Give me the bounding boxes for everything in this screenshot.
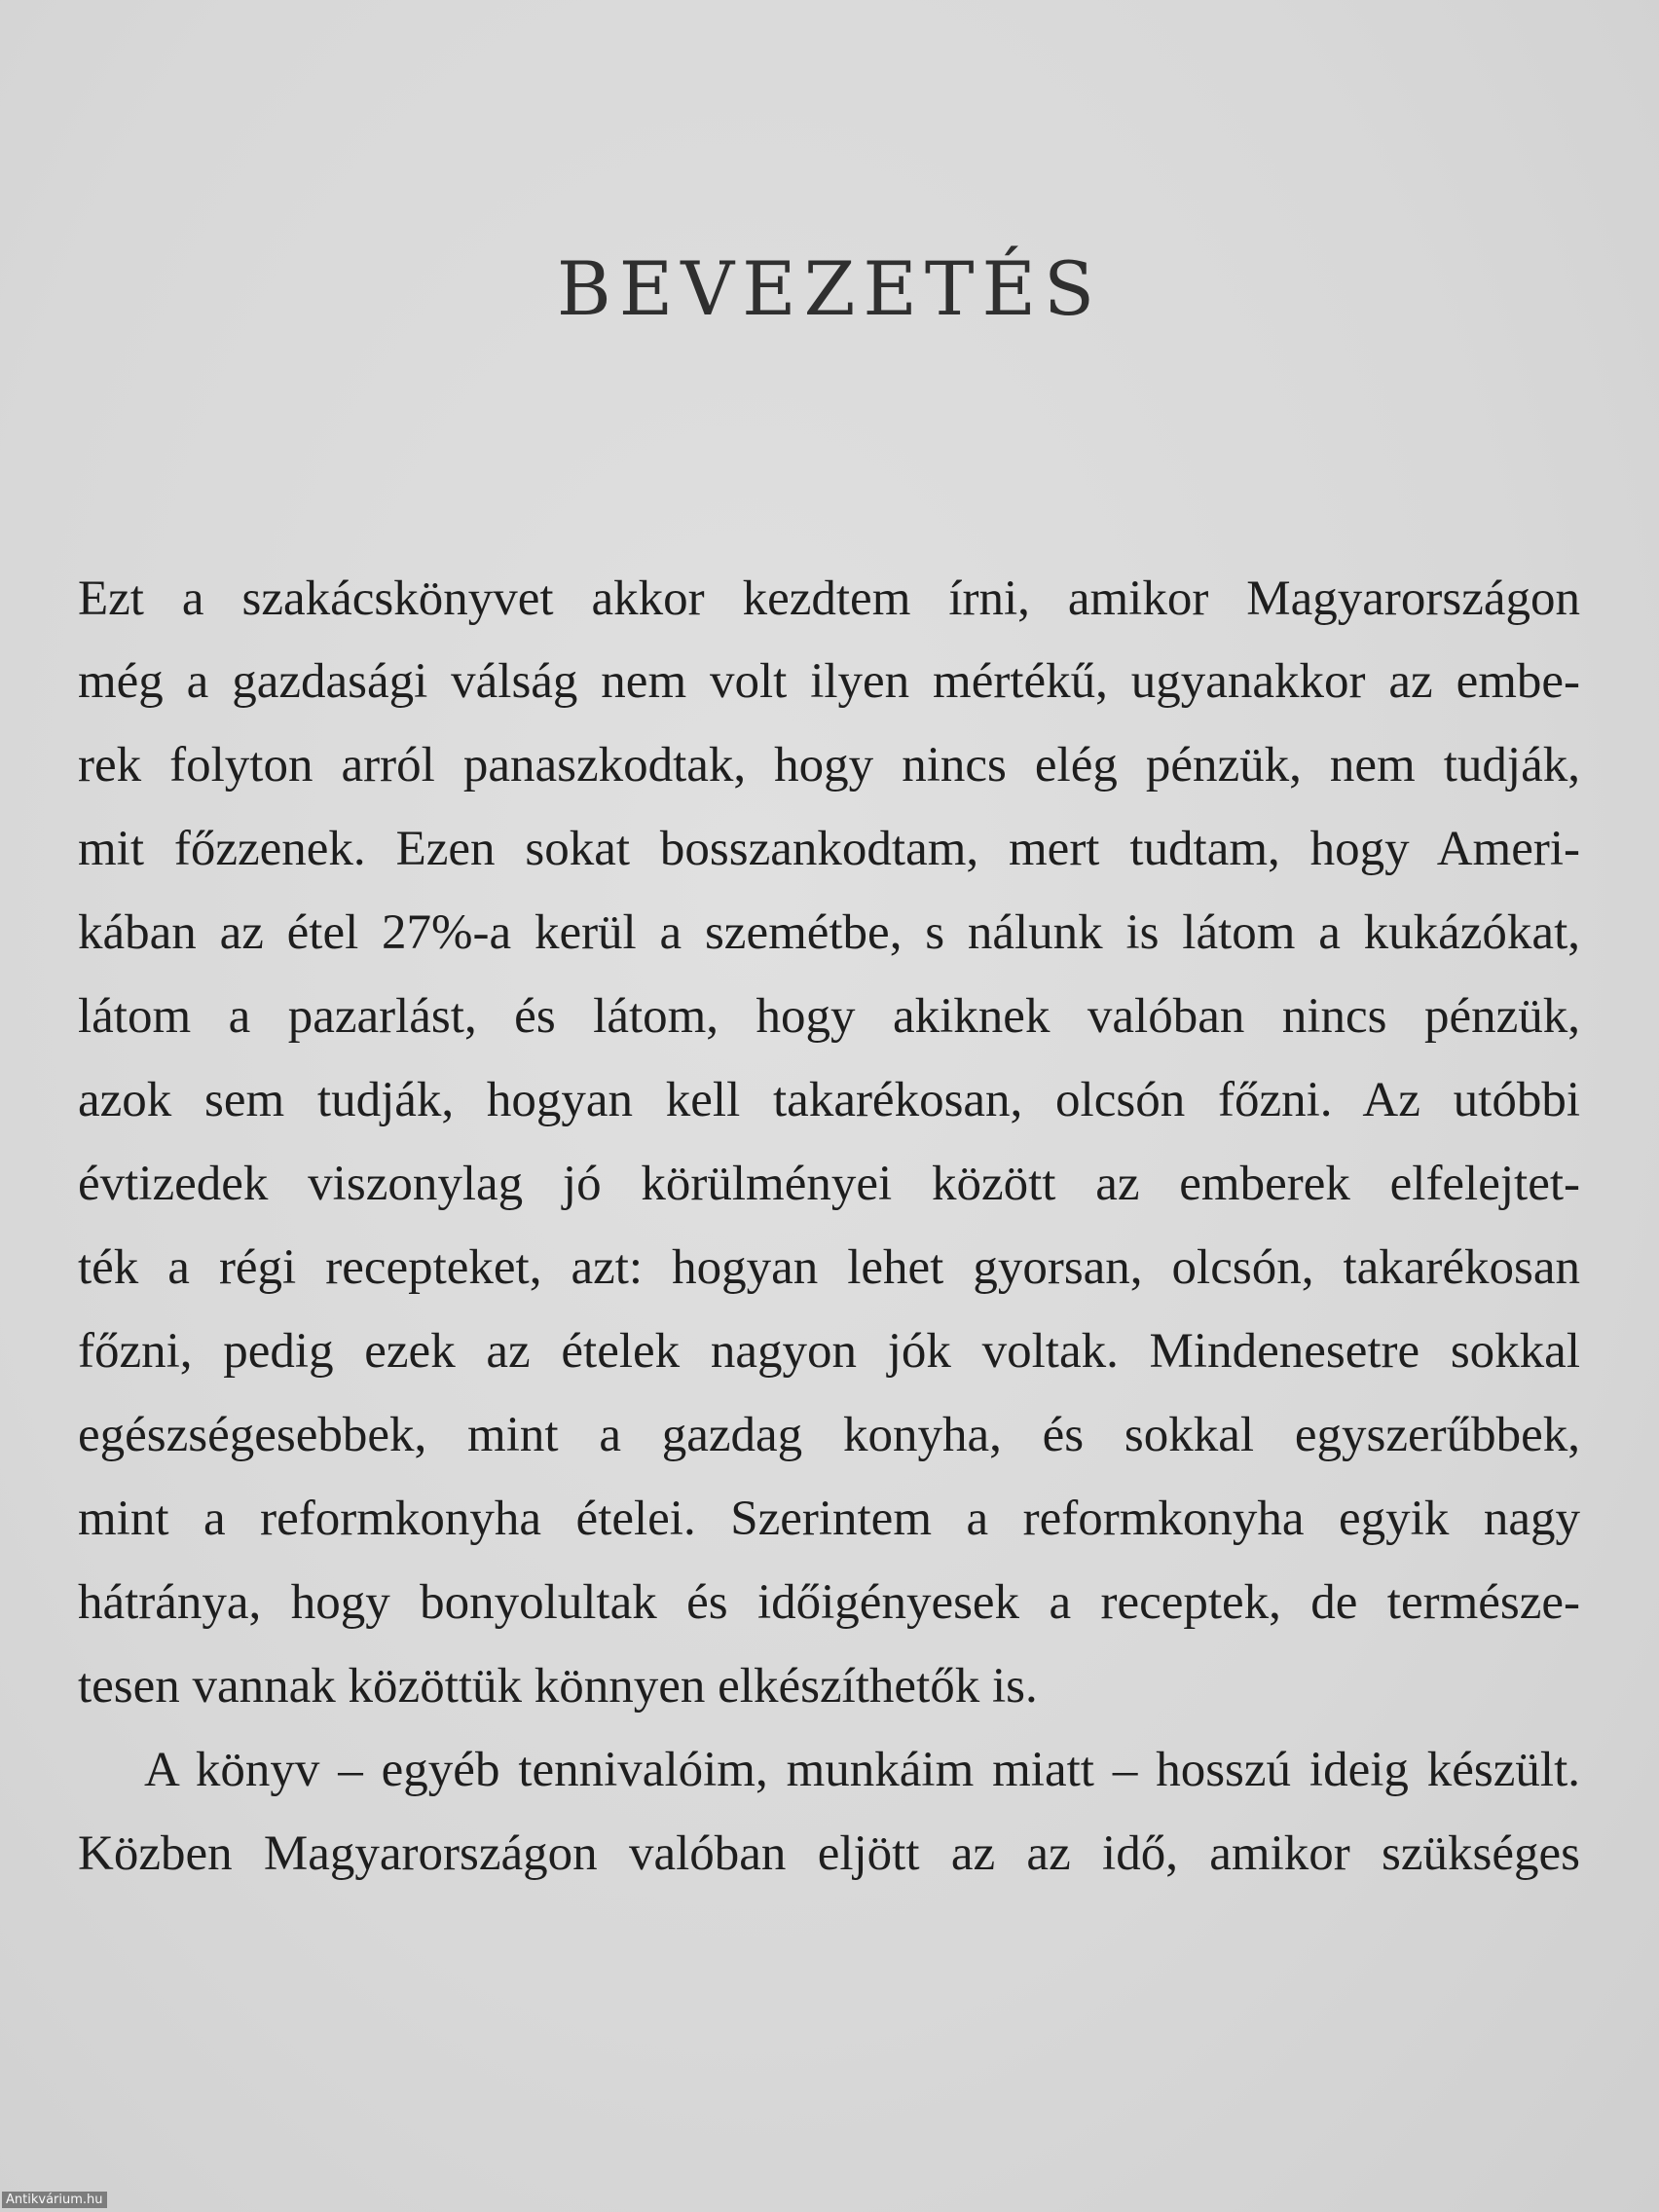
text-line: Ezt a szakácskönyvet akkor kezdtem írni, amikor Magyarországon [78,571,1580,626]
text-line: mit főzzenek. Ezen sokat bosszankodtam, mert tudtam, hogy Ameri- [78,822,1580,876]
text-line: mint a reformkonyha ételei. Szerintem a reformkonyha egyik nagy [78,1492,1580,1546]
text-line: egészségesebbek, mint a gazdag konyha, és sokkal egyszerűbbek, [78,1408,1580,1462]
text-line: azok sem tudják, hogyan kell takarékosan, olcsón főzni. Az utóbbi [78,1073,1580,1127]
text-line: A könyv – egyéb tennivalóim, munkáim miatt – hosszú ideig készült. [144,1743,1580,1797]
text-line: kában az étel 27%-a kerül a szemétbe, s nálunk is látom a kukázókat, [78,905,1580,960]
text-line: évtizedek viszonylag jó körülményei között az emberek elfelejtet- [78,1157,1580,1211]
text-line: rek folyton arról panaszkodtak, hogy nincs elég pénzük, nem tudják, [78,738,1580,793]
text-line: Közben Magyarországon valóban eljött az az idő, amikor szükséges [78,1826,1580,1881]
text-line: még a gazdasági válság nem volt ilyen mértékű, ugyanakkor az embe- [78,654,1580,709]
text-line: főzni, pedig ezek az ételek nagyon jók voltak. Mindenesetre sokkal [78,1324,1580,1379]
text-line: látom a pazarlást, és látom, hogy akiknek valóban nincs pénzük, [78,989,1580,1044]
chapter-heading: BEVEZETÉS [556,245,1103,332]
text-line: ték a régi recepteket, azt: hogyan lehet gyorsan, olcsón, takarékosan [78,1240,1580,1295]
watermark: Antikvárium.hu [2,2192,107,2208]
text-line: tesen vannak közöttük könnyen elkészíthetők is. [78,1659,1038,1714]
text-line: hátránya, hogy bonyolultak és időigényesek a receptek, de természe- [78,1575,1580,1630]
